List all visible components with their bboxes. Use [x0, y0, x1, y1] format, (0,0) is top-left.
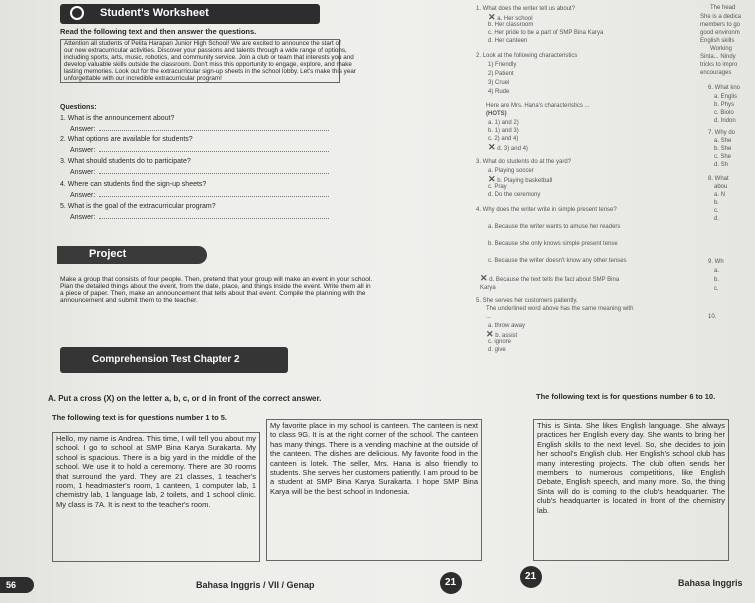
mc-q2b-stem: Here are Mrs. Hana's characteristics ...: [486, 103, 590, 109]
mc-q4-stem: 4. Why does the writer write in simple present tense?: [476, 207, 617, 213]
comprehension-title: Comprehension Test Chapter 2: [92, 354, 240, 365]
project-banner: [57, 246, 207, 264]
mc-q1-option[interactable]: d. Her canteen: [488, 38, 528, 44]
page-number-left: 56: [0, 577, 34, 593]
mc-q5-option[interactable]: ✕ b. assist: [486, 329, 518, 339]
box2-text: My favorite place in my school is canteen. The canteen is next to class 9G. It is at the right corner of the school. The canteen has many things. There is a vending machine at the outside of the canteen. The dishes are delicious. My favorite food in the canteen is lotek. The seller, Mrs. Hana is also friendly to students. She serves her customers patiently. I am proud to be a student at SMP Bina Karya Surakarta. I hope SMP Bina Karya will be the best school in Indonesia.: [270, 421, 478, 496]
questions-label: Questions:: [60, 104, 97, 111]
mc-q2b-option[interactable]: a. 1) and 2): [488, 120, 519, 126]
comprehension-banner: [60, 347, 288, 373]
mc-q5-option[interactable]: c. ignore: [488, 339, 512, 345]
mc-q3-option[interactable]: c. Pray: [488, 184, 507, 190]
answer-2[interactable]: Answer:: [70, 145, 329, 155]
mc-q5-sub: The underlined word above has the same meaning with ...: [486, 306, 634, 320]
mc-q2-item: 4) Rude: [488, 89, 510, 95]
mc-q3-option[interactable]: a. Playing soccer: [488, 168, 534, 174]
question-2: 2. What options are available for students?: [60, 136, 193, 143]
reading-instruction: Read the following text and then answer the questions.: [60, 27, 257, 36]
mc-q2-item: 2) Patient: [488, 71, 514, 77]
project-line: Make a group that consists of four people. Then, pretend that your group will make an event in your school.: [60, 276, 373, 283]
passage-line: our new extracurricular activities. Discover your passions and talents through a wide range of options,: [64, 47, 347, 54]
project-title: Project: [89, 248, 127, 260]
mc-q2b-option[interactable]: ✕ d. 3) and 4): [488, 142, 528, 152]
text-box-3: [533, 419, 729, 561]
worksheet-title: Student's Worksheet: [100, 7, 209, 19]
page-marker-b: 21: [520, 566, 542, 588]
box1-text: Hello, my name is Andrea. This time, I will tell you about my school. I go to school at SMP Bina Karya Surakarta. My school is spacious. There is a big yard in the middle of the school. We use it to hold a ceremony. There are 30 rooms that surround the yard. They are 21 classes, 1 teacher's room, 1 headmaster's room, 1 canteen, 1 computer lab, 1 chemistry lab, 1 language lab, 2 toilets, and 1 school clinic. My class is 7A. It is next to the teacher's room.: [56, 434, 256, 509]
mc-q2b-option[interactable]: c. 2) and 4): [488, 136, 519, 142]
worksheet-icon: [70, 6, 84, 20]
mc-q2b-option[interactable]: b. 1) and 3): [488, 128, 519, 134]
question-5: 5. What is the goal of the extracurricular program?: [60, 203, 216, 210]
worksheet-banner: [60, 4, 320, 24]
text-box-1: [52, 432, 260, 562]
mc-q1-option[interactable]: ✕ a. Her school: [488, 12, 533, 22]
mc-q3-stem: 3. What do students do at the yard?: [476, 159, 572, 165]
mc-q5-stem: 5. She serves her customers patiently.: [476, 298, 578, 304]
mc-q2-stem: 2. Look at the following characteristics: [476, 53, 578, 59]
passage-line: including sports, arts, music, robotics, and community service. Join a club or team that interests you and: [64, 54, 354, 61]
mc-q4-option[interactable]: a. Because the writer wants to amuse her readers: [488, 224, 621, 230]
passage-line: unforgettable with our incredible extracurricular program!: [64, 75, 222, 82]
mc-q2-item: 1) Friendly: [488, 62, 517, 68]
answer-4[interactable]: Answer:: [70, 190, 329, 200]
page-marker-a: 21: [440, 572, 462, 594]
project-line: Plan the detailed things about the event, from the date, place, and things inside the event. Write them all in: [60, 283, 371, 290]
passage-box: [60, 39, 356, 83]
comprehension-instruction: A. Put a cross (X) on the letter a, b, c, or d in front of the correct answer.: [48, 394, 322, 403]
text-box-2: [266, 419, 482, 561]
mc-q1-option[interactable]: b. Her classroom: [488, 22, 534, 28]
mc-q2-item: 3) Cruel: [488, 80, 510, 86]
footer-book-left: Bahasa Inggris / VII / Genap: [196, 580, 315, 590]
mc-q5-option[interactable]: d. give: [488, 347, 506, 353]
right-edge-column: The head She is a dedica members to go good environm English skills Working Sinta... Nindy tricks to impro encourages 6. What kno a. Englis b. Phys c. Biolo d. Indon 7. Why do a. She b. She c. She d. Sh 8. What abou a. N b. c. d. 9. Wh a. b. c. 10.: [700, 5, 742, 320]
mc-q1-option[interactable]: c. Her pride to be a part of SMP Bina Karya: [488, 30, 604, 36]
box3-text: This is Sinta. She likes English language. She always practices her English every day. She wants to bring her English skills to the next level. So, she decides to join her school's English club. Her English's school club has many interesting projects. The club often sends her members to numerous competitions, like English Debate, English speech, and many more. So, the thing Sinta will do is coming to the club's headquarter. The club's headquarter is located in front of the chemistry lab.: [537, 421, 725, 515]
question-1: 1. What is the announcement about?: [60, 115, 175, 122]
mc-q1-stem: 1. What does the writer tell us about?: [476, 6, 576, 12]
footer-book-right: Bahasa Inggris: [678, 578, 743, 588]
passage-line: Attention all students of Pelita Harapan Junior High School! We are excited to announce the start of: [64, 40, 341, 47]
box3-heading: The following text is for questions number 6 to 10.: [536, 392, 716, 401]
question-4: 4. Where can students find the sign-up sheets?: [60, 181, 207, 188]
answer-1[interactable]: Answer:: [70, 124, 329, 134]
project-line: a piece of paper. Then, make an announcement that tells about that event. Compile the planning with the: [60, 290, 366, 297]
box1-heading: The following text is for questions number 1 to 5.: [52, 413, 228, 422]
question-3: 3. What should students do to participate?: [60, 158, 191, 165]
answer-5[interactable]: Answer:: [70, 212, 329, 222]
mc-q4-option[interactable]: c. Because the writer doesn't know any other tenses: [488, 258, 627, 264]
mc-q2b-tag: (HOTS): [486, 111, 507, 117]
mc-q5-option[interactable]: a. throw away: [488, 323, 526, 329]
mc-q4-option[interactable]: b. Because she only knows simple present tense: [488, 241, 618, 247]
mc-q3-option[interactable]: d. Do the ceremony: [488, 192, 541, 198]
passage-line: develop valuable skills outside the classroom. Don't miss this opportunity to engage, explore, and make: [64, 61, 352, 68]
answer-3[interactable]: Answer:: [70, 167, 329, 177]
passage-line: lasting memories. Look out for the extracurricular sign-up sheets in the school lobby. Let's make this year: [64, 68, 356, 75]
mc-q4-option[interactable]: ✕ d. Because the text tells the fact about SMP Bina Karya: [480, 273, 620, 291]
project-line: announcement and submit them to the teacher.: [60, 297, 198, 304]
mc-q3-option[interactable]: ✕ b. Playing basketball: [488, 174, 553, 184]
